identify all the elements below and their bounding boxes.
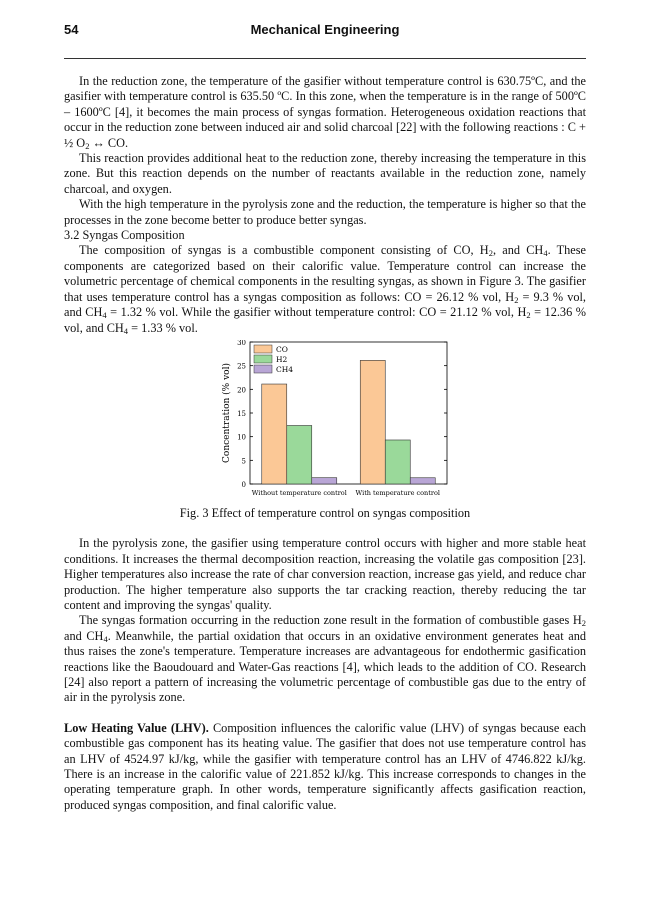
y-axis-label: Concentration (% vol) [222,362,232,463]
section-heading: 3.2 Syngas Composition [64,228,185,243]
header-rule [64,58,586,59]
page-number: 54 [64,22,79,37]
bar-co [360,360,385,484]
y-tick-label: 15 [237,409,246,418]
page-body [64,74,586,813]
legend-label: H2 [276,354,288,364]
figure-caption: Fig. 3 Effect of temperature control on syngas composition [179,505,471,520]
y-tick-label: 30 [237,339,246,347]
paragraph-syngas-composition: The composition of syngas is a combustible component consisting of CO, $H_2$, and $CH_4$. These components are categorized based on their calorific value. Temperature control can increase the volumetric percentage of chemical components in the resulting syngas, as shown in Figure 3. The gasifier that uses temperature control has a syngas composition as follows: CO = 26.12 % vol, $H_2 = 9.3$ % vol, and $CH_4 = 1.32$ % vol. While the gasifier without temperature control: CO = 21.12 % vol, $H_2 = 12.36$ % vol, and $CH_4 = 1.33$ % vol. [64,243,587,336]
syngas-bar-chart [64,340,586,504]
y-tick-label: 5 [241,457,246,466]
bar-co [262,384,287,484]
y-tick-label: 25 [237,362,246,371]
y-tick-label: 20 [237,386,246,395]
legend-swatch-ch4 [254,365,272,373]
x-category-label: With temperature control [355,488,440,497]
running-title: Mechanical Engineering [250,22,400,37]
paragraph-pyrolysis-zone: In the pyrolysis zone, the gasifier using temperature control occurs with higher and more stable heat conditions. It increases the thermal decomposition reaction, increasing the volatile gas composition [23]. Higher temperatures also increase the rate of char conversion reaction, increase gas yield, and reduce char production. The higher temperature also supports the tar cracking reaction, thereby reducing the tar content and improving the syngas' quality. [64,536,586,612]
lhv-text: Composition influences the calorific value (LHV) of syngas because each combustible gas component has its heating value. The gasifier that does not use temperature control has an LHV of 4524.97 kJ/kg, while the gasifier with temperature control has an LHV of 4746.822 kJ/kg. There is an increase in the calorific value of 221.852 kJ/kg. This increase corresponds to changes in the operating temperature graph. In other words, temperature significantly affects gasification reaction, produced syngas composition, and final calorific value. [64,720,586,812]
legend-label: CH4 [276,364,294,374]
x-category-label: Without temperature control [251,488,347,497]
legend-swatch-co [254,345,272,353]
y-tick-label: 0 [241,480,246,489]
bar-ch4 [312,478,337,484]
bar-ch4 [410,478,435,484]
paragraph-reduction-zone: In the reduction zone, the temperature of the gasifier without temperature control is 630.75ºC, and the gasifier with temperature control is 635.50 ºC. In this zone, when the temperature is in the range of 500ºC – 1600ºC [4], it becomes the main process of syngas formation. Heterogeneous oxidation reactions that occur in the reduction zone between induced air and solid charcoal [22] with the following reactions : C + ½ $O_2$ ↔ CO. [64,74,586,151]
y-tick-label: 10 [237,433,246,442]
bar-h2 [385,440,410,484]
paragraph-pyrolysis-temp: With the high temperature in the pyrolysis zone and the reduction, the temperature is higher so that the processes in the zone become better to produce better syngas. [64,197,586,227]
legend-swatch-h2 [254,355,272,363]
legend-label: CO [276,344,288,354]
figure-3 [64,340,586,504]
paragraph-lhv [64,721,586,813]
text-block-bottom [64,536,586,813]
lhv-heading: Low Heating Value (LHV). [64,720,209,735]
bar-h2 [287,425,312,484]
paragraph-syngas-formation: The syngas formation occurring in the reduction zone result in the formation of combustible gases $H_2$ and $CH_4$. Meanwhile, the partial oxidation that occurs in an oxidative environment generates heat and thus raises the zone's temperature. Temperature increases are advantageous for endothermic gasification reactions like the Baoudouard and Water-Gas reactions [4], which leads to the addition of CO. Research [24] also report a pattern of increasing the volumetric percentage of combustible gas due to the entry of air in the pyrolysis zone. [64,613,586,705]
text-block-top [64,74,586,336]
page-header [64,22,586,42]
paragraph-reaction-heat: This reaction provides additional heat to the reduction zone, thereby increasing the temperature in this zone. But this reaction depends on the number of reactants available in the reduction zone, namely charcoal, and oxygen. [64,151,586,196]
